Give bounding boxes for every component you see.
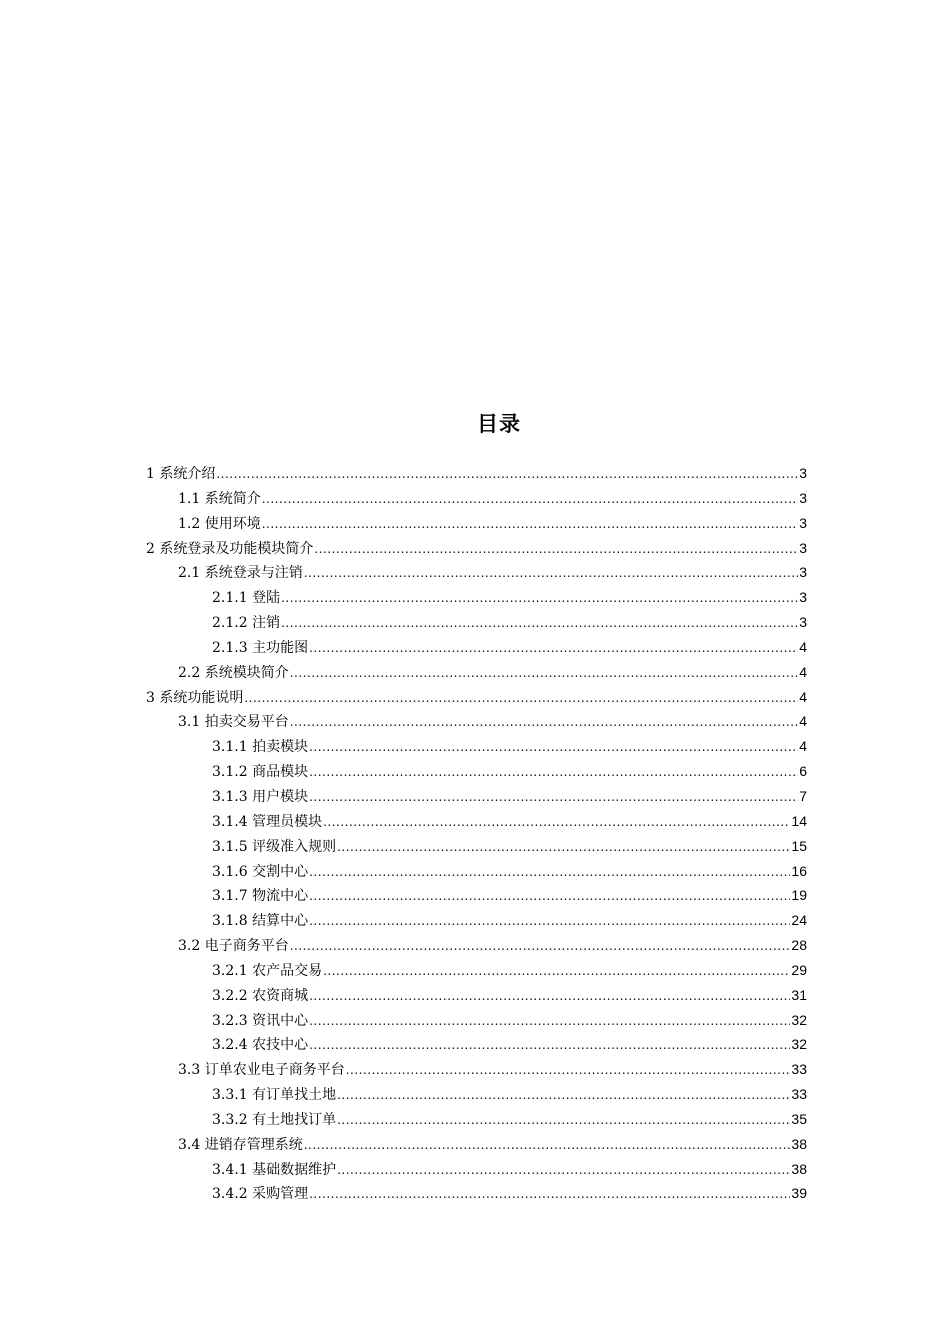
toc-entry-page-number: 4 [799, 738, 807, 755]
toc-leader-dots [314, 537, 798, 562]
toc-entry-label: 3.2 电子商务平台 [178, 938, 289, 955]
toc-entry[interactable] [0, 908, 950, 933]
toc-entry-label: 2.2 系统模块简介 [178, 664, 289, 681]
toc-entry-label: 2.1.2 注销 [212, 615, 281, 632]
toc-leader-dots [309, 760, 798, 785]
toc-leader-dots [290, 934, 791, 959]
toc-entry-page-number: 19 [791, 887, 807, 904]
toc-entry-page-number: 3 [799, 514, 807, 531]
toc-entry[interactable] [0, 983, 950, 1008]
toc-entry-label: 3.4.2 采购管理 [212, 1186, 309, 1203]
toc-entry[interactable] [0, 834, 950, 859]
toc-entry-label: 3.1.1 拍卖模块 [212, 739, 309, 756]
toc-leader-dots [216, 462, 798, 487]
toc-entry-label: 2.1.3 主功能图 [212, 639, 309, 656]
toc-entry-label: 3.1.3 用户模块 [212, 788, 309, 805]
toc-leader-dots [309, 909, 790, 934]
toc-entry-label: 3.1.6 交割中心 [212, 863, 309, 880]
toc-entry[interactable] [0, 461, 950, 486]
toc-entry[interactable] [0, 809, 950, 834]
toc-entry[interactable] [0, 1057, 950, 1082]
toc-entry[interactable] [0, 1008, 950, 1033]
toc-leader-dots [244, 686, 798, 711]
toc-entry[interactable] [0, 511, 950, 536]
toc-entry-page-number: 24 [791, 912, 807, 929]
toc-entry-label: 3.3.1 有订单找土地 [212, 1087, 337, 1104]
toc-entry-page-number: 6 [799, 763, 807, 780]
toc-entry-label: 3.1 拍卖交易平台 [178, 714, 289, 731]
toc-entry-page-number: 38 [791, 1135, 807, 1152]
toc-leader-dots [304, 561, 798, 586]
toc-leader-dots [290, 661, 798, 686]
toc-entry-page-number: 3 [799, 539, 807, 556]
toc-entry-page-number: 4 [799, 713, 807, 730]
toc-leader-dots [346, 1058, 791, 1083]
toc-leader-dots [309, 1033, 790, 1058]
toc-entry-page-number: 39 [791, 1185, 807, 1202]
toc-entry-label: 1.1 系统简介 [178, 490, 261, 507]
toc-leader-dots [309, 1182, 790, 1207]
toc-leader-dots [290, 710, 798, 735]
toc-entry-label: 3.1.8 结算中心 [212, 913, 309, 930]
toc-leader-dots [337, 1083, 790, 1108]
toc-entry-label: 1 系统介绍 [146, 466, 216, 482]
table-of-contents [0, 461, 950, 1206]
toc-leader-dots [309, 860, 790, 885]
toc-entry-label: 3.2.1 农产品交易 [212, 962, 323, 979]
toc-entry-page-number: 15 [791, 837, 807, 854]
toc-entry-label: 3.1.4 管理员模块 [212, 813, 323, 830]
toc-title: 目录 [477, 412, 521, 436]
toc-entry[interactable] [0, 610, 950, 635]
toc-entry[interactable] [0, 784, 950, 809]
toc-entry-page-number: 14 [791, 812, 807, 829]
toc-entry-page-number: 4 [799, 688, 807, 705]
toc-entry-page-number: 3 [799, 564, 807, 581]
toc-entry-label: 3.2.4 农技中心 [212, 1037, 309, 1054]
toc-leader-dots [281, 586, 798, 611]
toc-entry-label: 3.4.1 基础数据维护 [212, 1161, 337, 1178]
toc-entry-label: 3.3 订单农业电子商务平台 [178, 1062, 345, 1079]
toc-leader-dots [262, 512, 798, 537]
toc-leader-dots [323, 810, 790, 835]
toc-entry[interactable] [0, 1082, 950, 1107]
toc-entry-page-number: 4 [799, 638, 807, 655]
toc-leader-dots [309, 1009, 790, 1034]
toc-entry[interactable] [0, 1132, 950, 1157]
toc-entry-label: 3.3.2 有土地找订单 [212, 1111, 337, 1128]
toc-entry-label: 1.2 使用环境 [178, 515, 261, 532]
toc-entry[interactable] [0, 859, 950, 884]
toc-entry[interactable] [0, 958, 950, 983]
toc-entry-page-number: 16 [791, 862, 807, 879]
toc-entry[interactable] [0, 685, 950, 710]
toc-entry-page-number: 33 [791, 1086, 807, 1103]
toc-entry[interactable] [0, 709, 950, 734]
toc-entry-page-number: 7 [799, 787, 807, 804]
toc-leader-dots [309, 785, 798, 810]
toc-entry[interactable] [0, 1157, 950, 1182]
toc-entry-page-number: 28 [791, 937, 807, 954]
toc-entry-label: 2.1 系统登录与注销 [178, 565, 303, 582]
toc-leader-dots [337, 1158, 790, 1183]
toc-entry-label: 3.1.2 商品模块 [212, 764, 309, 781]
toc-leader-dots [337, 835, 790, 860]
toc-entry-label: 2 系统登录及功能模块简介 [146, 540, 314, 557]
toc-leader-dots [309, 636, 798, 661]
toc-entry-page-number: 3 [799, 489, 807, 506]
toc-entry-page-number: 32 [791, 1036, 807, 1053]
toc-entry-page-number: 38 [791, 1160, 807, 1177]
toc-entry[interactable] [0, 560, 950, 585]
toc-entry[interactable] [0, 759, 950, 784]
toc-entry-page-number: 32 [791, 1011, 807, 1028]
toc-entry[interactable] [0, 1032, 950, 1057]
toc-entry-page-number: 4 [799, 663, 807, 680]
toc-leader-dots [309, 884, 790, 909]
toc-entry-label: 3 系统功能说明 [146, 689, 244, 706]
toc-entry-label: 3.1.7 物流中心 [212, 888, 309, 905]
toc-entry-label: 3.4 进销存管理系统 [178, 1136, 303, 1153]
toc-entry[interactable] [0, 635, 950, 660]
toc-entry[interactable] [0, 486, 950, 511]
toc-entry[interactable] [0, 1107, 950, 1132]
toc-entry-page-number: 3 [799, 614, 807, 631]
toc-entry[interactable] [0, 933, 950, 958]
toc-leader-dots [323, 959, 790, 984]
toc-entry-page-number: 35 [791, 1110, 807, 1127]
toc-entry-page-number: 3 [799, 589, 807, 606]
toc-leader-dots [337, 1108, 790, 1133]
toc-entry-page-number: 33 [791, 1061, 807, 1078]
toc-entry-page-number: 29 [791, 961, 807, 978]
toc-leader-dots [309, 984, 790, 1009]
toc-leader-dots [262, 487, 798, 512]
toc-entry[interactable] [0, 1181, 950, 1206]
toc-entry-label: 3.2.3 资讯中心 [212, 1012, 309, 1029]
toc-entry[interactable] [0, 660, 950, 685]
toc-entry-page-number: 31 [791, 986, 807, 1003]
toc-entry[interactable] [0, 585, 950, 610]
toc-entry-label: 3.1.5 评级准入规则 [212, 838, 337, 855]
toc-leader-dots [309, 735, 798, 760]
toc-entry[interactable] [0, 883, 950, 908]
toc-leader-dots [281, 611, 798, 636]
toc-entry[interactable] [0, 734, 950, 759]
toc-entry-label: 3.2.2 农资商城 [212, 987, 309, 1004]
toc-entry-page-number: 3 [799, 465, 807, 481]
toc-leader-dots [304, 1133, 791, 1158]
toc-entry[interactable] [0, 536, 950, 561]
toc-entry-label: 2.1.1 登陆 [212, 590, 281, 607]
